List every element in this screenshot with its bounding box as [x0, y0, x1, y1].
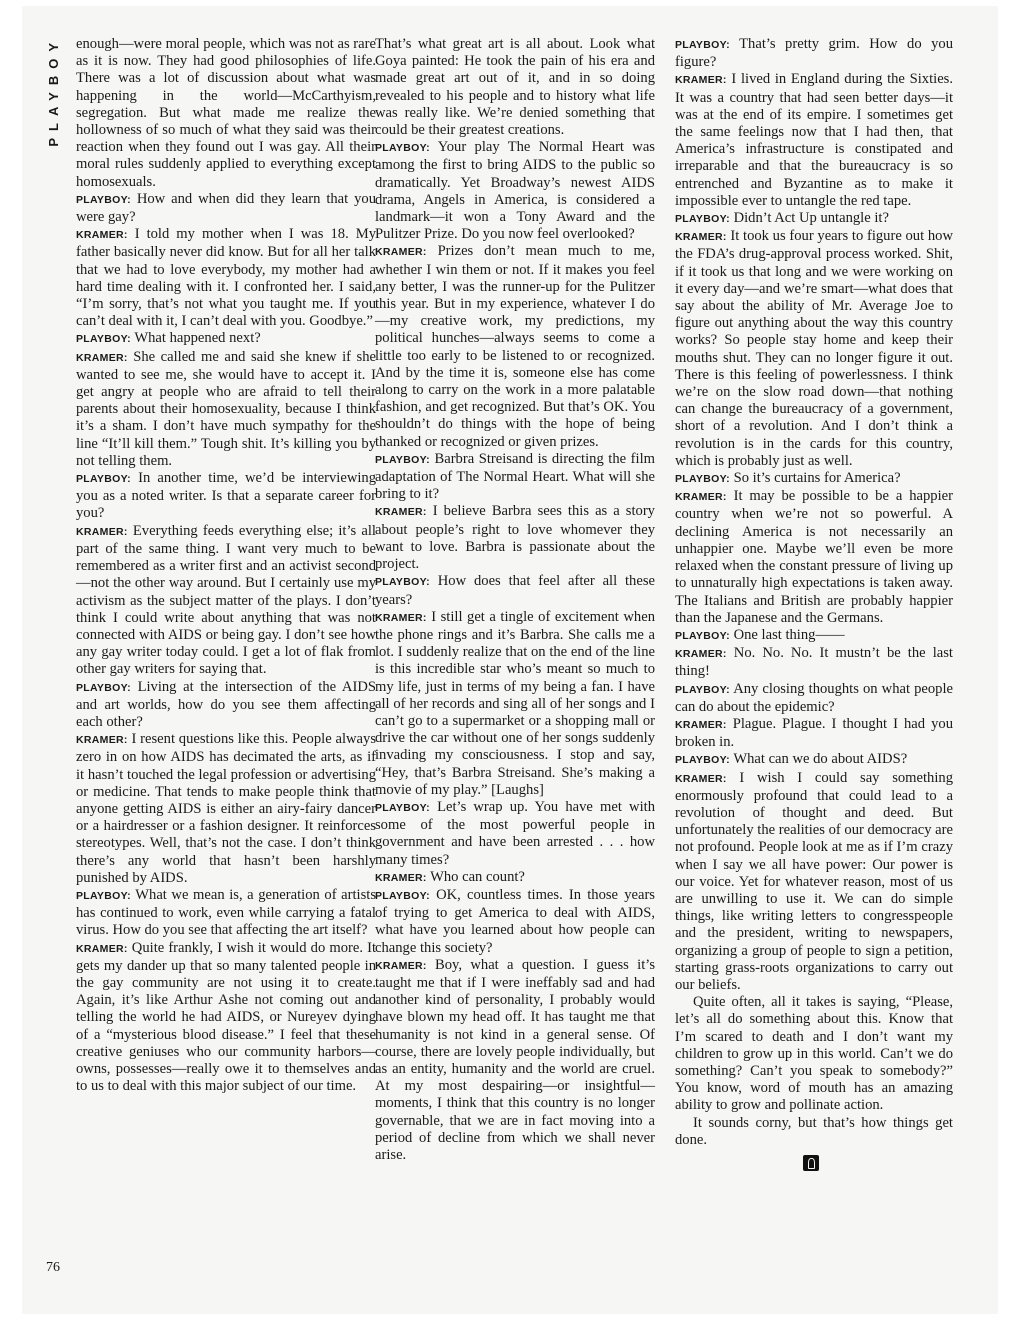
paragraph-text: She called me and said she knew if she wanted to see me, she would have to accept it. I get angry at people who are afraid to tell their parents about their homosexuality, because I think it’s a sham. I don’t have much sympathy for the line “It’ll kill them.” Tough shit. It’s killing you by not telling them.	[76, 348, 376, 469]
speaker-label: KRAMER:	[76, 351, 128, 364]
interview-paragraph	[375, 451, 655, 504]
speaker-label: PLAYBOY:	[675, 39, 730, 51]
interview-paragraph	[675, 627, 953, 645]
paragraph-text: What we mean is, a generation of artists has continued to work, even while carrying a fatal virus. How do you see that affecting the art itself?	[76, 886, 376, 939]
speaker-label: PLAYBOY:	[675, 683, 730, 696]
interview-paragraph	[675, 470, 953, 488]
speaker-label: PLAYBOY:	[375, 142, 430, 155]
speaker-label: KRAMER:	[375, 506, 427, 519]
interview-paragraph	[76, 679, 376, 732]
paragraph-text: enough—were moral people, which was not as rare as it is now. They had good philosophies of life. There was a lot of discussion about what was happening in the world—McCarthyism, segregation. But what made me realize the hollowness of so much of what they said was their reaction when they found out I was gay. All their moral rules suddenly applied to everything except homosexuals.	[76, 36, 376, 190]
speaker-label: KRAMER:	[675, 718, 727, 731]
interview-paragraph	[675, 994, 953, 1114]
speaker-label: KRAMER:	[675, 231, 727, 244]
text-column-3	[675, 36, 953, 1171]
interview-paragraph	[375, 887, 655, 957]
paragraph-text: Prizes don’t mean much to me, whether I win them or not. If it makes you feel any better, I was the runner-up for the Pulitzer this year. But in my experience, whatever I do—my creative work, my predictions, my political hunches—always seems to come a little too early to be listened to or recognized. And by the time it is, someone else has come along to carry on the work in a more palatable fashion, and get recognized. But that’s OK. You shouldn’t do things with the hope of being thanked or recognized or given prizes.	[375, 243, 655, 450]
paragraph-text: Your play The Normal Heart was among the first to bring AIDS to the public so dramatically. Yet Broadway’s newest AIDS drama, Angels in America, is considered a landmark—it won a Tony Award and the Pulitzer Prize. Do you now feel overlooked?	[375, 139, 655, 243]
speaker-label: KRAMER:	[375, 611, 427, 624]
interview-paragraph	[76, 191, 376, 226]
speaker-label: PLAYBOY:	[76, 193, 131, 206]
paragraph-text: Any closing thoughts on what people can do about the epidemic?	[675, 680, 954, 715]
interview-paragraph	[675, 36, 953, 71]
interview-paragraph	[375, 139, 655, 243]
paragraph-text: One last thing——	[733, 626, 845, 643]
interview-paragraph	[675, 751, 953, 769]
paragraph-text: It may be possible to be a happier country when we’re not so powerful. A declining America is not necessarily an unhappier one. Maybe we’ll even be more relaxed when the constant pressure of living up to unnaturally high expectations is taken away. The Italians and British are probably happier than the Japanese and the Germans.	[675, 488, 953, 626]
paragraph-text: Who can count?	[430, 868, 525, 885]
paragraph-text: So it’s curtains for America?	[733, 470, 901, 487]
paragraph-text: No. No. No. It mustn’t be the last thing!	[675, 645, 953, 680]
interview-paragraph	[375, 36, 655, 139]
paragraph-text: In another time, we’d be interviewing you as a noted writer. Is that a separate career for you?	[76, 470, 377, 522]
paragraph-text: How does that feel after all these years?	[375, 573, 655, 608]
paragraph-text: Didn’t Act Up untangle it?	[733, 210, 889, 227]
speaker-label: KRAMER:	[675, 648, 727, 661]
interview-paragraph	[675, 210, 953, 228]
end-mark-icon	[803, 1155, 819, 1171]
interview-paragraph	[675, 71, 953, 210]
speaker-label: PLAYBOY:	[375, 889, 430, 902]
interview-paragraph	[675, 645, 953, 680]
speaker-label: PLAYBOY:	[76, 681, 131, 694]
interview-paragraph	[76, 887, 376, 940]
interview-paragraph	[675, 1115, 953, 1149]
speaker-label: KRAMER:	[675, 74, 727, 87]
interview-paragraph	[76, 470, 376, 523]
speaker-label: KRAMER:	[76, 525, 128, 538]
interview-paragraph	[76, 349, 376, 470]
speaker-label: KRAMER:	[375, 871, 427, 884]
speaker-label: PLAYBOY:	[675, 754, 730, 767]
interview-paragraph	[675, 681, 953, 716]
paragraph-text: Quite frankly, I wish it would do more. It gets my dander up that so many talented people in the gay community are not using it to create. Again, it’s like Arthur Ashe not coming out and telling the world he had AIDS, or Nureyev dying of a “mysterious blood disease.” I feel that these creative geniuses who our community harbors—owns, possesses—really owe it to themselves and to us to deal with this major subject of our time.	[76, 939, 376, 1095]
paragraph-text: I resent questions like this. People always zero in on how AIDS has decimated the arts, as if it hasn’t touched the legal profession or advertising or medicine. That tends to make people think that anyone getting AIDS is either an airy-fairy dancer or a hairdresser or a fashion designer. It reinforces stereotypes. Well, that’s not the case. I don’t think there’s any world that hasn’t been harshly punished by AIDS.	[76, 731, 377, 886]
speaker-label: PLAYBOY:	[375, 576, 430, 589]
speaker-label: PLAYBOY:	[375, 801, 430, 814]
speaker-label: PLAYBOY:	[675, 629, 730, 642]
interview-paragraph	[76, 731, 376, 887]
paragraph-text: That’s pretty grim. How do you figure?	[675, 36, 953, 71]
paragraph-text: Let’s wrap up. You have met with some of the most powerful people in government and have been arrested . . . how many times?	[375, 798, 655, 868]
interview-paragraph	[76, 330, 376, 348]
magazine-page	[22, 6, 998, 1314]
paragraph-text: What can we do about AIDS?	[733, 751, 908, 768]
speaker-label: PLAYBOY:	[675, 213, 730, 226]
speaker-label: PLAYBOY:	[76, 473, 131, 486]
paragraph-text: Everything feeds everything else; it’s all part of the same thing. I want very much to be remembered as a writer first and an activist second—not the other way around. But I certainly use my activism as the subject matter of the plays. I don’t think I could write about anything that was not connected with AIDS or being gay. I don’t see how any gay writer today could. I get a lot of flak from other gay writers for saying that.	[76, 522, 376, 678]
masthead: PLAYBOY	[46, 36, 61, 147]
interview-paragraph	[675, 716, 953, 751]
speaker-label: PLAYBOY:	[375, 453, 430, 466]
interview-paragraph	[76, 226, 376, 330]
interview-paragraph	[375, 869, 655, 887]
interview-paragraph	[375, 957, 655, 1164]
speaker-label: KRAMER:	[76, 734, 128, 747]
paragraph-text: It took us four years to figure out how the FDA’s drug-approval process worked. Shit, if it took us that long and we were working on it every day—and we’re smart—what does that say about the ability of Mr. Average Joe to figure out anything about the way this country works? So people stay home and keep their mouths shut. They can no longer figure it out. There is this feeling of powerlessness. I think we’re on the slow road down—that nothing can change the bureaucracy of a government, short of a revolution. And I don’t think a revolution is in the cards for this country, which is probably just as well.	[675, 228, 953, 469]
paragraph-text: I told my mother when I was 18. My father basically never did know. But for all her talk that we had to love everybody, my mother had a hard time dealing with it. I confronted her. I said, “I’m sorry, that’s not what you taught me. If you can’t deal with it, I can’t deal with you. Goodbye.”	[76, 226, 376, 330]
speaker-label: KRAMER:	[375, 246, 427, 259]
paragraph-text: I still get a tingle of excitement when the phone rings and it’s Barbra. She calls me a lot. I suddenly realize that on the end of the line is this incredible star who’s meant so much to my life, just in terms of my being a fan. I have all of her records and sing all of her songs and I can’t go to a supermarket or a shopping mall or drive the car without one of her songs suddenly invading my consciousness. I stop and say, “Hey, that’s Barbra Streisand. She’s making a movie of my play.” [Laughs]	[375, 608, 655, 798]
paragraph-text: That’s what great art is all about. Look what Goya painted: He took the pain of his era and made great art out of it, and in so doing revealed to his people and to history what life was really like. We’re denied something that could be their greatest creations.	[375, 36, 655, 139]
paragraph-text: How and when did they learn that you were gay?	[76, 190, 376, 226]
paragraph-text: OK, countless times. In those years of trying to get America to deal with AIDS, what have you learned about how people can change this society?	[375, 886, 655, 956]
speaker-label: KRAMER:	[675, 491, 727, 504]
interview-paragraph	[375, 573, 655, 608]
interview-paragraph	[76, 523, 376, 679]
speaker-label: KRAMER:	[76, 229, 128, 242]
text-column-2	[375, 36, 655, 1164]
text-column-1	[76, 36, 376, 1095]
paragraph-text: I wish I could say something enormously profound that could lead to a revolution of thought and deed. But unfortunately the realities of our democracy are not profound. People look at me as if I’m crazy when I say we all have power: Our power is our voice. Yet for whatever reason, most of us are unwilling to use it. We can do simple things, like writing letters to congresspeople and the president, writing to newspapers, organizing a group of people to sign a petition, starting grass-roots organizations to carry out our beliefs.	[675, 769, 953, 993]
interview-paragraph	[76, 940, 376, 1096]
speaker-label: PLAYBOY:	[675, 473, 730, 486]
paragraph-text: Quite often, all it takes is saying, “Please, let’s all do something about this. Know that I’m scared to death and I don’t want my children to grow up in this world. Can’t we do something? Can’t you speak to somebody?” You know, word of mouth has an amazing ability to grow and pollinate action.	[675, 994, 953, 1114]
interview-paragraph	[675, 770, 953, 995]
interview-paragraph	[375, 609, 655, 799]
interview-paragraph	[675, 488, 953, 627]
interview-paragraph	[675, 228, 953, 470]
paragraph-text: Living at the intersection of the AIDS and art worlds, how do you see them affecting each other?	[76, 678, 376, 730]
speaker-label: KRAMER:	[375, 959, 427, 972]
interview-paragraph	[375, 243, 655, 450]
speaker-label: KRAMER:	[675, 772, 727, 785]
interview-paragraph	[375, 799, 655, 869]
paragraph-text: I believe Barbra sees this as a story about people’s right to love whomever they want to love. Barbra is passionate about the project.	[375, 503, 655, 573]
speaker-label: PLAYBOY:	[76, 333, 131, 346]
speaker-label: PLAYBOY:	[76, 889, 131, 902]
paragraph-text: Plague. Plague. I thought I had you broken in.	[675, 715, 953, 751]
interview-paragraph	[375, 503, 655, 573]
paragraph-text: Barbra Streisand is directing the film adaptation of The Normal Heart. What will she bring to it?	[375, 450, 656, 503]
paragraph-text: What happened next?	[134, 330, 261, 347]
paragraph-text: It sounds corny, but that’s how things get done.	[675, 1114, 953, 1148]
page-number: 76	[46, 1260, 60, 1275]
interview-paragraph	[76, 36, 376, 191]
paragraph-text: I lived in England during the Sixties. It was a country that had seen better days—it was at the end of its empire. I sometimes get the same feelings now that I had then, that America’s infrastructure is constipated and irreparable and that the bureaucracy is so entrenched and Byzantine as to make it impossible ever to untangle the red tape.	[675, 71, 953, 209]
speaker-label: KRAMER:	[76, 942, 128, 955]
paragraph-text: Boy, what a question. I guess it’s taught me that if I were ineffably sad and had another kind of personality, I probably would have blown my head off. It has taught me that humanity is not kind in a general sense. Of course, there are lovely people individually, but as an entity, humanity and the world are cruel. At my most despairing—or insightful—moments, I think that this country is no longer governable, that we are in fact moving into a period of decline from which we shall never arise.	[375, 956, 656, 1163]
